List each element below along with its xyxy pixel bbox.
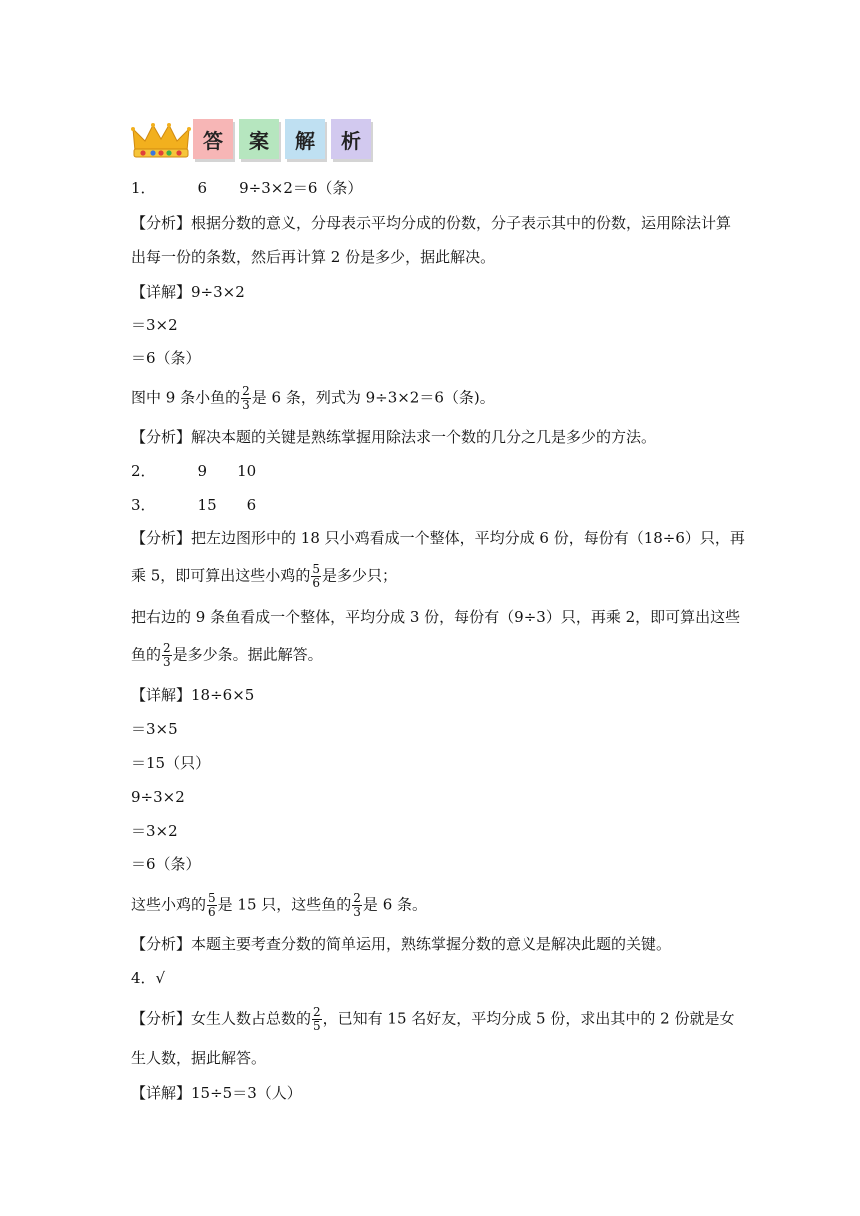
q1-analysis-line-2: 出每一份的条数，然后再计算 2 份是多少，据此解决。 — [131, 248, 496, 266]
q1-analysis-line-1: 【分析】根据分数的意义，分母表示平均分成的份数，分子表示其中的份数，运用除法计算 — [131, 214, 732, 232]
q3-detail-line-1: 【详解】18÷6×5 — [131, 686, 255, 704]
q3-detail-line-6: ＝6（条） — [131, 855, 201, 873]
q3-analysis-line-2 — [131, 563, 397, 590]
q3-analysis-line-3: 把右边的 9 条鱼看成一个整体，平均分成 3 份，每份有（9÷3）只，再乘 2，即可算出这些 — [131, 608, 741, 626]
fraction-two-thirds — [241, 385, 251, 412]
q3-detail-line-4: 9÷3×2 — [131, 788, 185, 806]
q1-conclusion-text-a: 图中 9 条小鱼的 — [131, 388, 241, 407]
q3-detail-line-2: ＝3×5 — [131, 720, 178, 738]
banner-char-1: 答 — [193, 119, 233, 159]
q4-detail-line-1: 【详解】15÷5＝3（人） — [131, 1084, 302, 1102]
q2-answer-2: 10 — [237, 462, 257, 480]
q1-key-point: 【分析】解决本题的关键是熟练掌握用除法求一个数的几分之几是多少的方法。 — [131, 428, 657, 446]
fraction-numerator: 2 — [313, 1005, 321, 1019]
fraction-five-sixths — [311, 563, 321, 590]
q3-detail-line-5: ＝3×2 — [131, 822, 178, 840]
q3-number: 3． — [131, 496, 156, 514]
q4-analysis-line-1 — [131, 1006, 734, 1033]
q3-analysis-text-b: 是多少只； — [321, 566, 397, 585]
q1-number: 1． — [131, 179, 156, 197]
fraction-denominator: 3 — [353, 905, 361, 919]
fraction-denominator: 5 — [313, 1019, 321, 1033]
q3-conclusion — [131, 892, 427, 919]
fraction-numerator: 2 — [163, 641, 171, 655]
crown-icon — [131, 121, 191, 159]
banner-char-2: 案 — [239, 119, 279, 159]
q3-detail-line-3: ＝15（只） — [131, 754, 211, 772]
q1-answer-line — [131, 177, 362, 199]
q3-conclusion-text-b: 是 15 只，这些鱼的 — [217, 895, 352, 914]
q1-detail-line-1: 【详解】9÷3×2 — [131, 283, 245, 301]
fraction-numerator: 5 — [208, 891, 216, 905]
fraction-two-thirds — [162, 642, 172, 669]
q3-analysis-text-d: 是多少条。据此解答。 — [172, 645, 323, 664]
fraction-numerator: 2 — [242, 384, 250, 398]
fraction-denominator: 6 — [208, 905, 216, 919]
q3-conclusion-text-a: 这些小鸡的 — [131, 895, 207, 914]
fraction-denominator: 3 — [163, 655, 171, 669]
q2-number: 2． — [131, 462, 156, 480]
fraction-denominator: 3 — [242, 398, 250, 412]
fraction-two-fifths — [312, 1006, 322, 1033]
q3-analysis-line-4 — [131, 642, 323, 669]
q3-conclusion-text-c: 是 6 条。 — [362, 895, 428, 914]
q3-analysis-text-c: 鱼的 — [131, 645, 162, 664]
q3-answer-line — [131, 494, 256, 516]
banner-char-3: 解 — [285, 119, 325, 159]
q1-expression: 9÷3×2＝6（条） — [239, 179, 363, 197]
q1-conclusion — [131, 385, 495, 412]
q1-detail-line-3: ＝6（条） — [131, 349, 201, 367]
q4-analysis-text-b: ，已知有 15 名好友，平均分成 5 份，求出其中的 2 份就是女 — [322, 1009, 735, 1028]
fraction-five-sixths — [207, 892, 217, 919]
fraction-numerator: 2 — [353, 891, 361, 905]
fraction-two-thirds — [352, 892, 362, 919]
q3-key-point: 【分析】本题主要考查分数的简单运用，熟练掌握分数的意义是解决此题的关键。 — [131, 935, 672, 953]
answer-analysis-banner — [131, 119, 391, 161]
q2-answer-line — [131, 460, 256, 482]
q4-answer-line: 4．√ — [131, 969, 166, 987]
q3-answer-1: 15 — [197, 496, 217, 514]
q2-answer-1: 9 — [197, 462, 208, 480]
q4-analysis-line-2: 生人数，据此解答。 — [131, 1049, 267, 1067]
q1-detail-line-2: ＝3×2 — [131, 316, 178, 334]
q1-answer: 6 — [197, 179, 208, 197]
q1-conclusion-text-b: 是 6 条，列式为 9÷3×2＝6（条)。 — [251, 388, 495, 407]
q4-analysis-text-a: 【分析】女生人数占总数的 — [131, 1009, 312, 1028]
fraction-denominator: 6 — [312, 576, 320, 590]
q3-analysis-line-1: 【分析】把左边图形中的 18 只小鸡看成一个整体，平均分成 6 份，每份有（18÷6）只，再 — [131, 529, 745, 547]
q3-analysis-text-a: 乘 5，即可算出这些小鸡的 — [131, 566, 311, 585]
q3-answer-2: 6 — [246, 496, 257, 514]
fraction-numerator: 5 — [312, 562, 320, 576]
banner-char-4: 析 — [331, 119, 371, 159]
